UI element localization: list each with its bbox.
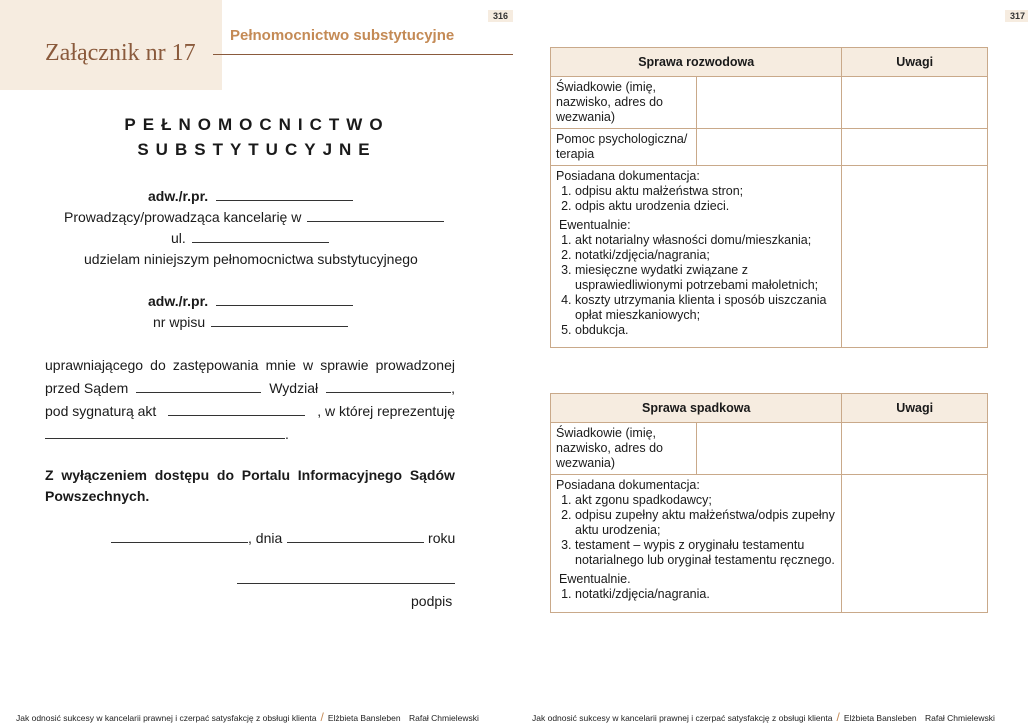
word: zastępowania <box>172 357 259 373</box>
document-title-line1: PEŁNOMOCNICTWO <box>124 115 390 134</box>
division-label: Wydział <box>269 380 319 396</box>
authorization-line2 <box>45 380 455 396</box>
list-item: 5. obdukcja. <box>575 323 836 338</box>
divorce-documents-notes-cell[interactable] <box>842 166 988 348</box>
list-item: 2. odpis aktu urodzenia dzieci. <box>575 199 836 214</box>
word: Portalu <box>241 467 291 483</box>
therapy-cell[interactable] <box>696 129 842 166</box>
word: uprawniającego <box>45 357 144 373</box>
registry-line <box>153 314 348 330</box>
footer-author1: Elżbieta Bansleben <box>327 713 401 723</box>
list-item: 2. odpisu zupełny aktu małżeństwa/odpis zupełny aktu urodzenia; <box>575 508 836 538</box>
attorney-label: adw./r.pr. <box>148 188 209 204</box>
case-number-blank[interactable] <box>168 403 305 416</box>
therapy-label: Pomoc psychologiczna/ terapia <box>551 129 697 166</box>
word: sprawie <box>320 357 369 373</box>
attorney-name-blank[interactable] <box>216 188 353 201</box>
documents-label: Posiadana dokumentacja: <box>556 478 700 492</box>
annex-subtitle: Pełnomocnictwo substytucyjne <box>230 27 455 44</box>
date-blank[interactable] <box>287 530 424 543</box>
list-item: 1. akt notarialny własności domu/mieszkania; <box>575 233 836 248</box>
list-item: 1. akt zgonu spadkodawcy; <box>575 493 836 508</box>
office-label: Prowadzący/prowadząca kancelarię w <box>64 209 302 225</box>
word: do <box>216 467 235 483</box>
optional-label: Ewentualnie: <box>559 218 631 232</box>
word: dostępu <box>154 467 210 483</box>
list-item: 3. testament – wypis z oryginału testamentu notarialnego lub oryginał testamentu ręcznego. <box>575 538 836 568</box>
document-title-line2: SUBSTYTUCYJNE <box>137 140 377 159</box>
footer-left <box>16 710 479 724</box>
list-item: 2. notatki/zdjęcia/nagrania; <box>575 248 836 263</box>
comma: , <box>451 380 455 396</box>
period: . <box>285 426 289 442</box>
footer-book-title: Jak odnosić sukcesy w kancelarii prawnej i czerpać satysfakcję z obsługi klienta <box>16 713 317 723</box>
witnesses-cell[interactable] <box>696 423 842 475</box>
header-rule <box>213 54 513 55</box>
signature-label: podpis <box>411 593 453 609</box>
inheritance-documents-cell <box>551 475 842 613</box>
inheritance-notes-header: Uwagi <box>842 394 988 423</box>
footer-author2: Rafał Chmielewski <box>924 713 995 723</box>
witnesses-cell[interactable] <box>696 77 842 129</box>
word: prowadzonej <box>375 357 455 373</box>
authorization-line3 <box>45 403 455 419</box>
date-label: , dnia <box>248 530 283 546</box>
exclusion-line2: Powszechnych. <box>45 488 150 504</box>
annex-title: Załącznik nr 17 <box>45 40 196 66</box>
list-item: 3. miesięczne wydatki związane z usprawiedliwionymi potrzebami małoletnich; <box>575 263 836 293</box>
list-item: 4. koszty utrzymania klienta i sposób uiszczania opłat mieszkaniowych; <box>575 293 836 323</box>
divorce-header: Sprawa rozwodowa <box>551 48 842 77</box>
court-label: przed Sądem <box>45 380 129 396</box>
witnesses-notes-cell[interactable] <box>842 77 988 129</box>
word: do <box>150 357 166 373</box>
word: Informacyjnego <box>297 467 403 483</box>
footer-right <box>532 710 995 724</box>
word: mnie <box>265 357 296 373</box>
substitute-line <box>148 293 353 309</box>
optional-label: Ewentualnie. <box>559 572 631 586</box>
witnesses-label: Świadkowie (imię, nazwisko, adres do wezwania) <box>551 423 697 475</box>
registry-label: nr wpisu <box>153 314 206 330</box>
client-name-blank[interactable] <box>45 426 285 439</box>
attorney-line <box>148 188 353 204</box>
therapy-notes-cell[interactable] <box>842 129 988 166</box>
year-label: roku <box>428 530 456 546</box>
page-number-left: 316 <box>488 10 513 22</box>
inheritance-case-table <box>550 393 988 613</box>
witnesses-notes-cell[interactable] <box>842 423 988 475</box>
date-line <box>111 530 455 546</box>
exclusion-line1 <box>45 467 455 483</box>
grant-line: udzielam niniejszym pełnomocnictwa substytucyjnego <box>84 251 418 267</box>
page-number-right: 317 <box>1005 10 1028 22</box>
registry-blank[interactable] <box>211 314 348 327</box>
represent-label: , w której reprezentuję <box>317 403 455 419</box>
divorce-documents-cell <box>551 166 842 348</box>
substitute-label: adw./r.pr. <box>148 293 209 309</box>
documents-label: Posiadana dokumentacja: <box>556 169 700 183</box>
street-line <box>171 230 329 246</box>
office-city-blank[interactable] <box>307 209 444 222</box>
place-blank[interactable] <box>111 530 248 543</box>
division-blank[interactable] <box>326 380 451 393</box>
signature-line[interactable] <box>237 583 455 584</box>
authorization-line4 <box>45 426 289 442</box>
footer-slash: / <box>320 710 324 724</box>
footer-book-title: Jak odnosić sukcesy w kancelarii prawnej i czerpać satysfakcję z obsługi klienta <box>532 713 833 723</box>
divorce-notes-header: Uwagi <box>842 48 988 77</box>
word: Sądów <box>409 467 455 483</box>
court-blank[interactable] <box>136 380 261 393</box>
witnesses-label: Świadkowie (imię, nazwisko, adres do wezwania) <box>551 77 697 129</box>
authorization-line1 <box>45 357 455 373</box>
footer-slash: / <box>836 710 840 724</box>
street-blank[interactable] <box>192 230 329 243</box>
divorce-case-table <box>550 47 988 348</box>
inheritance-header: Sprawa spadkowa <box>551 394 842 423</box>
street-label: ul. <box>171 230 186 246</box>
word: w <box>303 357 314 373</box>
case-number-label: pod sygnaturą akt <box>45 403 157 419</box>
list-item: 1. notatki/zdjęcia/nagrania. <box>575 587 836 602</box>
word: wyłączeniem <box>61 467 147 483</box>
substitute-name-blank[interactable] <box>216 293 353 306</box>
inheritance-documents-notes-cell[interactable] <box>842 475 988 613</box>
footer-author1: Elżbieta Bansleben <box>843 713 917 723</box>
word: Z <box>45 467 54 483</box>
office-line <box>64 209 444 225</box>
footer-author2: Rafał Chmielewski <box>408 713 479 723</box>
list-item: 1. odpisu aktu małżeństwa stron; <box>575 184 836 199</box>
